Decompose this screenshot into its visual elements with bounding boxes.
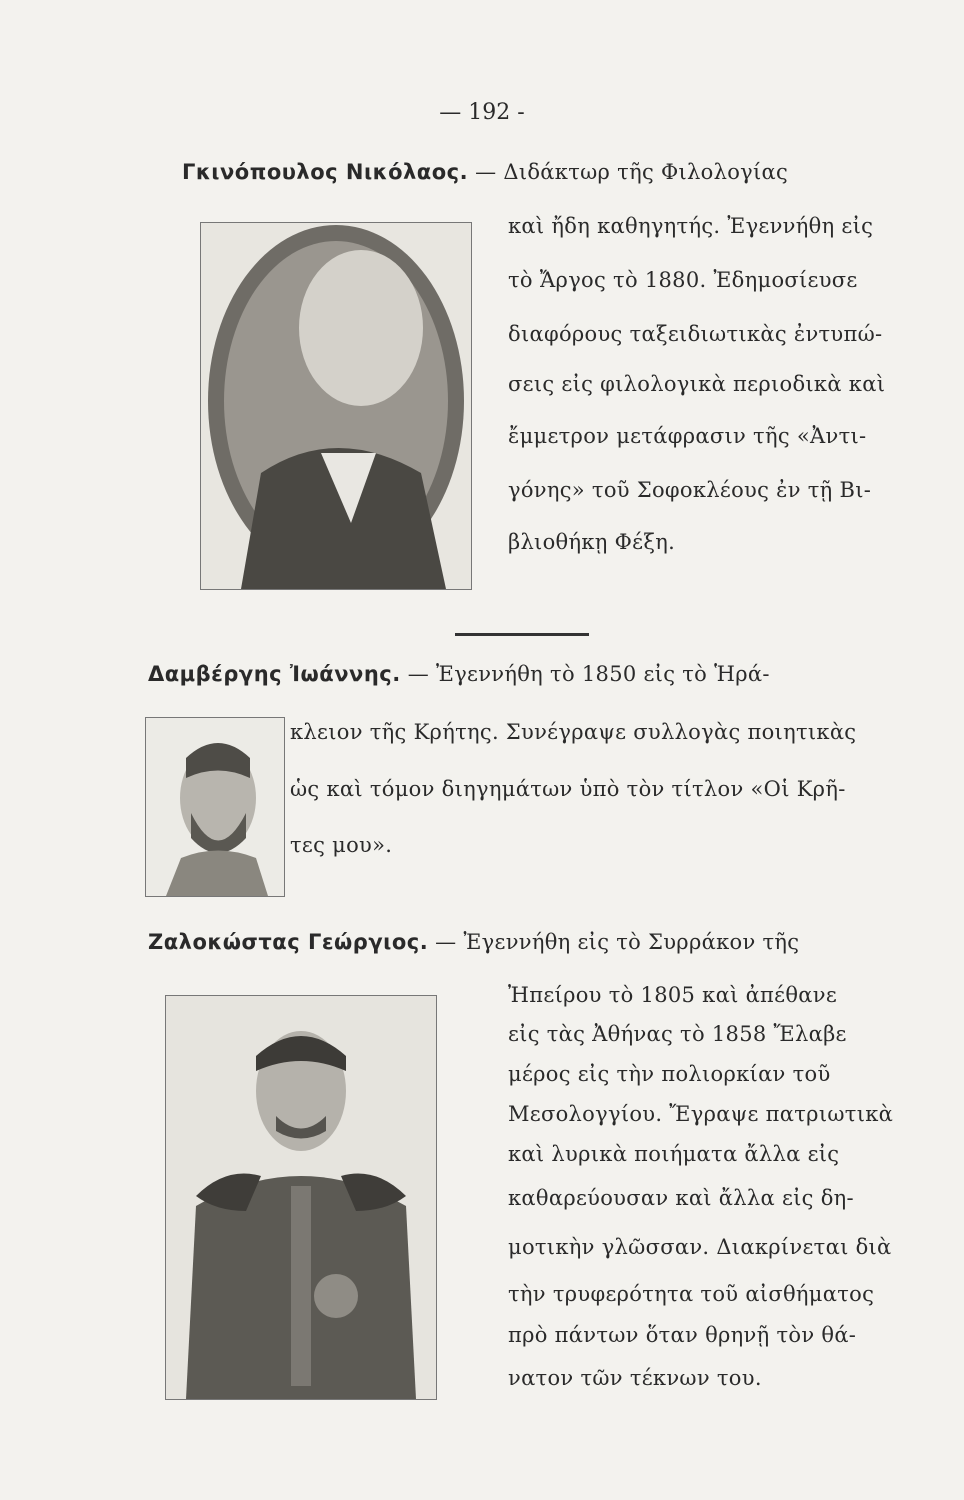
entry-text-line: ὡς καὶ τόμον διηγημάτων ὑπὸ τὸν τίτλον «Οἱ Κρῆ- (290, 777, 846, 801)
entry-text-line: καὶ ἤδη καθηγητής. Ἐγεννήθη εἰς (508, 214, 874, 238)
entry-text-line: εἰς τὰς Ἀθήνας τὸ 1858 Ἔλαβε (508, 1022, 847, 1046)
entry-text-line: — Ἐγεννήθη τὸ 1850 εἰς τὸ Ἡρά- (407, 662, 770, 686)
entry-text-line: — Ἐγεννήθη εἰς τὸ Συρράκον τῆς (435, 930, 800, 954)
entry-text-line: τὴν τρυφερότητα τοῦ αἰσθήματος (508, 1282, 875, 1306)
entry-name: Γκινόπουλος Νικόλαος. (182, 160, 469, 184)
portrait-photo-gkinopoulos (200, 222, 472, 590)
entry-text-line: νατον τῶν τέκνων του. (508, 1366, 762, 1390)
entry-text-line: μέρος εἰς τὴν πολιορκίαν τοῦ (508, 1062, 831, 1086)
entry-name: Ζαλοκώστας Γεώργιος. (148, 930, 429, 954)
entry-text-line: ἔμμετρον μετάφρασιν τῆς «Ἀντι- (508, 424, 867, 448)
entry-text-line: — Διδάκτωρ τῆς Φιλολογίας (475, 160, 789, 184)
entry-heading-line (182, 160, 788, 184)
entry-text-line: βλιοθήκῃ Φέξη. (508, 530, 676, 554)
entry-text-line: διαφόρους ταξειδιωτικὰς ἐντυπώ- (508, 322, 883, 346)
entry-text-line: καθαρεύουσαν καὶ ἄλλα εἰς δη- (508, 1186, 854, 1210)
page-number: — 192 - (439, 100, 525, 125)
portrait-photo-zalokostas (165, 995, 437, 1400)
entry-text-line: μοτικὴν γλῶσσαν. Διακρίνεται διὰ (508, 1235, 892, 1259)
entry-text-line: τες μου». (290, 833, 393, 857)
entry-text-line: Μεσολογγίου. Ἔγραψε πατριωτικὰ (508, 1102, 894, 1126)
entry-name: Δαμβέργης Ἰωάννης. (148, 662, 401, 686)
entry-text-line: σεις εἰς φιλολογικὰ περιοδικὰ καὶ (508, 372, 886, 396)
entry-heading-line (148, 662, 770, 686)
section-divider (455, 633, 589, 636)
entry-text-line: πρὸ πάντων ὅταν θρηνῇ τὸν θά- (508, 1323, 857, 1347)
portrait-photo-damvergis (145, 717, 285, 897)
entry-text-line: γόνης» τοῦ Σοφοκλέους ἐν τῇ Βι- (508, 478, 872, 502)
entry-heading-line (148, 930, 799, 954)
entry-text-line: καὶ λυρικὰ ποιήματα ἄλλα εἰς (508, 1142, 840, 1166)
entry-text-line: τὸ Ἄργος τὸ 1880. Ἐδημοσίευσε (508, 268, 858, 292)
entry-text-line: κλειον τῆς Κρήτης. Συνέγραψε συλλογὰς ποιητικὰς (290, 720, 857, 744)
entry-text-line: Ἠπείρου τὸ 1805 καὶ ἀπέθανε (508, 983, 838, 1007)
